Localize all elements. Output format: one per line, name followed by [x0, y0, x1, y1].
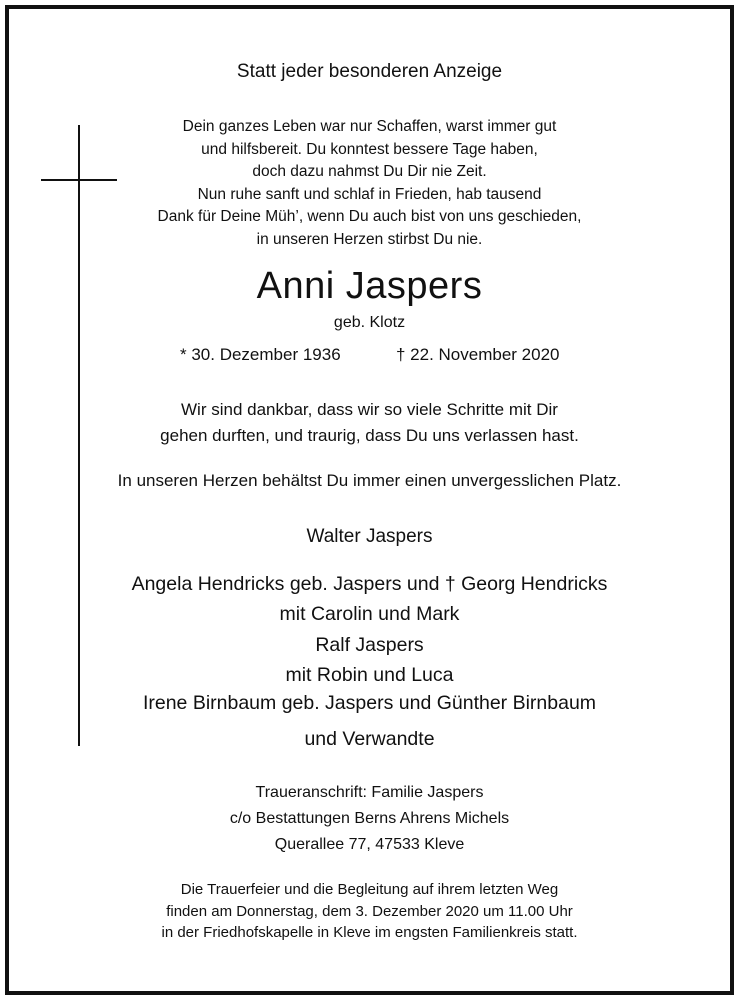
mourner-husband: Walter Jaspers: [306, 526, 433, 547]
funeral-line: Die Trauerfeier und die Begleitung auf ihrem letzten Weg: [180, 881, 559, 898]
mourner-line: Ralf Jaspers: [315, 634, 424, 656]
mourner-family-ralf: [0, 630, 739, 690]
poem-line: Dein ganzes Leben war nur Schaffen, warst immer gut: [182, 118, 557, 135]
mourner-line: Angela Hendricks geb. Jaspers und † Georg Hendricks: [131, 573, 608, 595]
mourner-family-angela: [0, 569, 739, 629]
deceased-name: Anni Jaspers: [256, 265, 483, 307]
mourner-family-irene: Irene Birnbaum geb. Jaspers und Günther Birnbaum: [142, 692, 597, 714]
poem-line: Nun ruhe sanft und schlaf in Frieden, hab tausend: [197, 185, 542, 203]
death-date: † 22. November 2020: [396, 345, 560, 364]
thanks-text: [0, 397, 739, 449]
poem-line: doch dazu nahmst Du Dir nie Zeit.: [252, 163, 487, 181]
mourner-relatives: und Verwandte: [304, 728, 435, 750]
poem-line: in unseren Herzen stirbst Du nie.: [256, 230, 483, 248]
thanks-line: Wir sind dankbar, dass wir so viele Schritte mit Dir: [181, 400, 558, 419]
funeral-info: [0, 879, 739, 944]
mourner-line: mit Carolin und Mark: [279, 603, 460, 625]
mourner-line: mit Robin und Luca: [285, 664, 454, 686]
poem-line: und hilfsbereit. Du konntest bessere Tage haben,: [201, 140, 538, 158]
address-line: Traueranschrift: Familie Jaspers: [255, 784, 484, 801]
address-line: Querallee 77, 47533 Kleve: [274, 836, 465, 853]
maiden-name: geb. Klotz: [333, 314, 406, 331]
thanks-line: gehen durften, und traurig, dass Du uns verlassen hast.: [160, 426, 579, 445]
funeral-line: in der Friedhofskapelle in Kleve im engsten Familienkreis statt.: [161, 924, 578, 941]
mourning-address: [0, 780, 739, 858]
poem: [0, 116, 739, 252]
remembrance-text: In unseren Herzen behältst Du immer einen unvergesslichen Platz.: [117, 471, 622, 490]
birth-date: * 30. Dezember 1936: [180, 345, 341, 364]
address-line: c/o Bestattungen Berns Ahrens Michels: [229, 810, 510, 827]
heading: Statt jeder besonderen Anzeige: [236, 61, 503, 82]
funeral-line: finden am Donnerstag, dem 3. Dezember 2020 um 11.00 Uhr: [166, 902, 573, 920]
poem-line: Dank für Deine Müh’, wenn Du auch bist von uns geschieden,: [157, 208, 582, 226]
